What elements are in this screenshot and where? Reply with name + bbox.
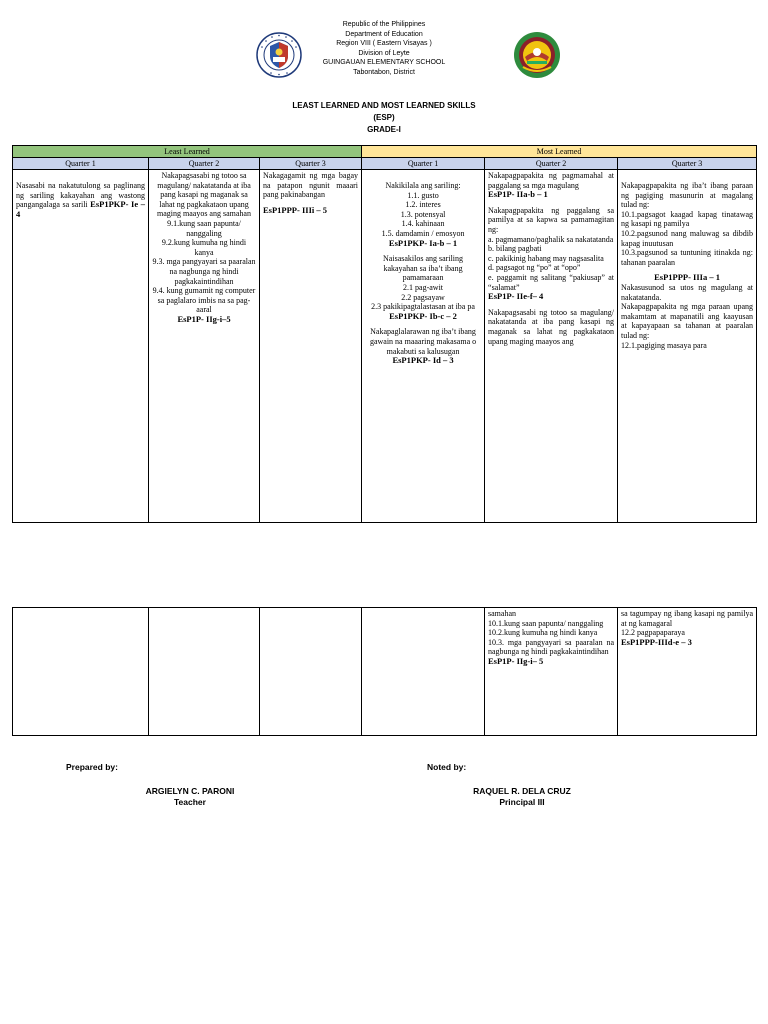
skill-subitem: 1.3. potensyal [400,209,446,219]
skill-subitem: 2.3 pakikipagtalastasan at iba pa [371,302,475,312]
least-learned-q1-continued [13,608,149,736]
skill-text: Nakapagsasabi ng totoo sa magulang/ nakatatanda at iba pang kasapi ng maganak sa lahat ng pagkakataon upang maging maayos ang samahan [157,171,251,219]
prepared-by-label: Prepared by: [66,762,118,772]
skill-code: EsP1P- IIg-i–5 [177,313,231,324]
skill-text: Nakapagpapakita ng paggalang sa pamilya at sa kapwa sa pamamagitan ng: [488,205,615,234]
skill-subitem: 2.2 pagsayaw [401,292,445,302]
skill-subitem: 1.1. gusto [407,190,439,200]
most-learned-q3-cell [618,170,757,523]
header-line-republic: Republic of the Philippines [342,21,426,28]
quarter-header: Quarter 1 [13,158,149,170]
skill-subitem: 12.2 pagpapaparaya [621,628,685,638]
skill-subitem: 9.4. kung gumamit ng computer sa paglalaro imbis na sa pag-aaral [152,286,256,315]
skill-subitem: 12.1.pagiging masaya para [621,340,707,350]
quarter-header: Quarter 1 [362,158,485,170]
skill-code: EsP1P- IIa-b – 1 [488,189,548,200]
skill-text: Nakapaglalarawan ng iba’t ibang gawain na maaaring makasama o makabuti sa kalusugan [369,327,477,356]
most-learned-q2-cell [485,170,618,523]
skill-subitem: 9.1.kung saan papunta/ nanggaling [167,218,241,238]
least-learned-q1-cell [13,170,149,523]
least-learned-q3-cell [260,170,362,523]
header-line-department: Department of Education [345,30,423,38]
header-line-division: Division of Leyte [358,49,410,57]
skill-text: Nakagagamit ng mga bagay na patapon ngunit maaari pang pakinabangan [263,171,359,200]
least-learned-header: Least Learned [13,146,362,158]
skill-text: Nakapagpapakita ng iba’t ibang paraan ng pagiging masunurin at magalang tulad ng: [621,181,754,210]
skill-subitem: e. paggamit ng salitang “pakiusap” at “salamat” [488,272,615,292]
skill-code: EsP1PKP- Id – 3 [392,355,454,366]
skill-subitem: 1.2. interes [405,200,441,210]
skill-subitem: b. bilang pagbati [488,244,542,254]
prepared-by-block [100,786,280,808]
skill-subitem: c. pakikinig habang may nagsasalita [488,253,604,263]
skill-text: Nasasabi na nakatutulong sa paglinang ng sariling kakayahan ang wastong pangangalaga sa sarili [16,181,145,210]
skill-subitem: 10.3.pagsunod sa tuntuning itinakda ng: tahanan paaralan [621,248,754,267]
quarter-header: Quarter 3 [260,158,362,170]
title-line-grade: GRADE-I [367,125,401,134]
skill-subitem: 10.3. mga pangyayari sa paaralan na nagbunga ng hindi pagkakaintindihan [488,637,614,657]
skill-code: EsP1PPP-IIId-e – 3 [621,636,692,647]
skill-text: Nakapagpapakita ng pagmamahal at paggalang sa mga magulang [488,171,615,190]
skill-code: EsP1PKP- Ia-b – 1 [388,237,458,248]
skill-subitem: 10.2.kung kumuha ng hindi kanya [488,628,598,638]
skill-code: EsP1PKP- Ib-c – 2 [389,310,457,321]
skill-code: EsP1P- IIg-i– 5 [488,655,544,666]
skill-subitem: 1.4. kahinaan [401,219,445,229]
school-logo-icon [513,31,561,79]
quarter-header: Quarter 3 [618,158,757,170]
deped-seal-icon [256,32,302,78]
skill-text: Nakikilala ang sariling: [385,181,461,190]
quarter-header: Quarter 2 [149,158,260,170]
least-learned-q2-continued [149,608,260,736]
skill-text: Nakapagsasabi ng totoo sa magulang/ nakatatanda at iba pang kasapi ng maganak sa lahat ng pagkakataon upang maging maayos ang [488,307,615,346]
skill-text: sa tagumpay ng ibang kasapi ng pamilya at ng kamagaral [621,609,753,628]
skill-subitem: d. pagsagot ng “po” at “opo” [488,263,581,273]
prepared-by-role: Teacher [174,797,206,807]
skill-subitem: 10.1.pagsagot kaagad kapag tinatawag ng kasapi ng pamilya [621,209,754,229]
prepared-by-name: ARGIELYN C. PARONI [145,786,235,796]
skill-code: EsP1PPP- IIIa – 1 [654,272,720,283]
skills-table [12,145,757,523]
most-learned-q3-continued [618,608,757,736]
noted-by-role: Principal III [499,797,545,807]
skill-text: samahan [488,609,516,618]
most-learned-q1-cell [362,170,485,523]
skill-subitem: 9.2.kung kumuha ng hindi kanya [161,238,247,257]
skill-text: Nakasusunod sa utos ng magulang at nakatatanda. [621,282,754,302]
skill-code: EsP1P- IIe-f– 4 [488,291,544,302]
skill-subitem: 10.1.kung saan papunta/ nanggaling [488,618,604,628]
skill-subitem: a. pagmamano/paghalik sa nakatatanda [488,234,614,244]
header-line-district: Tabontabon, District [353,68,415,76]
skill-text: Nakapagpapakita ng mga paraan upang makamtam at mapanatili ang kaayusan at kapayapaan sa tahanan at paaralan tulad ng: [621,302,754,340]
skill-code: EsP1PPP- IIIi – 5 [263,204,327,215]
skill-code: EsP1PKP- Ie – 4 [16,199,146,219]
skill-subitem: 10.2.pagsunod nang maluwag sa dibdib kapag inuutusan [621,228,754,248]
header-line-school: GUINGAUAN ELEMENTARY SCHOOL [322,59,446,66]
skill-subitem: 9.3. mga pangyayari sa paaralan na nagbunga ng hindi pagkakaintindihan [152,257,256,286]
title-line-subject: (ESP) [373,113,395,122]
skills-table-continuation [12,607,757,736]
skill-text: Naisasakilos ang sariling kakayahan sa iba’t ibang pamamaraan [383,254,464,283]
quarter-header: Quarter 2 [485,158,618,170]
skill-subitem: 2.1 pag-awit [403,282,444,292]
skill-subitem: 1.5. damdamin / emosyon [381,228,465,238]
header-line-region: Region VIII ( Eastern Visayas ) [336,40,432,47]
least-learned-q2-cell [149,170,260,523]
noted-by-block [432,786,612,808]
title-line-skills: LEAST LEARNED AND MOST LEARNED SKILLS [292,101,476,110]
most-learned-q1-continued [362,608,485,736]
noted-by-label: Noted by: [427,762,467,772]
noted-by-name: RAQUEL R. DELA CRUZ [473,786,571,796]
document-header [0,20,768,77]
most-learned-q2-continued [485,608,618,736]
most-learned-header: Most Learned [362,146,757,158]
least-learned-q3-continued [260,608,362,736]
document-title [0,100,768,136]
